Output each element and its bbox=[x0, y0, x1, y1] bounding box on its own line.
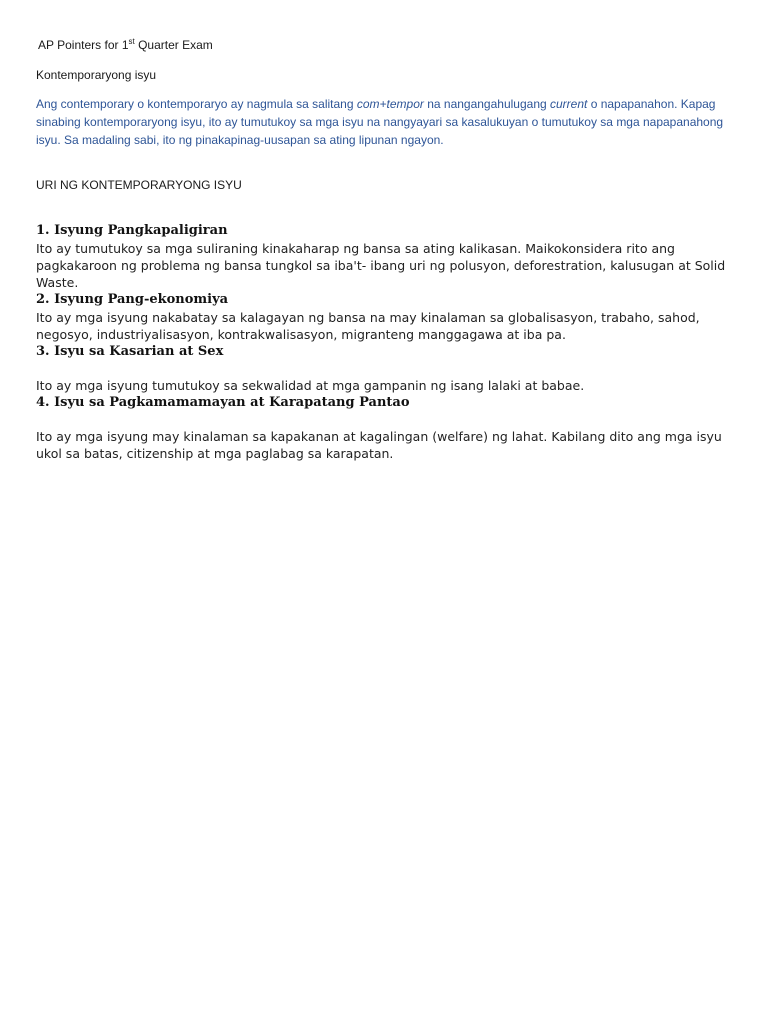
section-list bbox=[36, 222, 736, 462]
section-body: Ito ay tumutukoy sa mga suliraning kinakaharap ng bansa sa ating kalikasan. Maikokonsidera rito ang pagkakaroon ng problema ng bansa tungkol sa iba't- ibang uri ng polusyon, deforestration, kalusugan at Solid Waste. bbox=[36, 241, 726, 290]
section-title: 3. Isyu sa Kasarian at Sex bbox=[36, 344, 224, 359]
section-title: 2. Isyung Pang-ekonomiya bbox=[36, 292, 229, 307]
section-title: 1. Isyung Pangkapaligiran bbox=[36, 223, 228, 238]
intro-term-1: com+tempor bbox=[356, 97, 424, 111]
document-title bbox=[38, 37, 213, 52]
title-text: AP Pointers for 1 bbox=[38, 38, 129, 52]
intro-text-2: na nangangahulugang bbox=[423, 97, 550, 111]
section-title: 4. Isyu sa Pagkamamamayan at Karapatang Pantao bbox=[36, 395, 410, 410]
intro-text-3: o napapanahon. Kapag sinabing kontemporaryong isyu, ito ay tumutukoy sa mga isyu na nangyayari sa kasalukuyan o tumutukoy sa mga napapanahong isyu. Sa madaling sabi, ito ng pinakapinag-uusapan sa ating lipunan ngayon. bbox=[36, 97, 724, 147]
intro-text-1: Ang contemporary o kontemporaryo ay nagmula sa salitang bbox=[36, 97, 357, 111]
intro-paragraph bbox=[36, 95, 736, 149]
section-body: Ito ay mga isyung nakabatay sa kalagayan ng bansa na may kinalaman sa globalisasyon, trabaho, sahod, negosyo, industriyalisasyon, kontrakwalisasyon, migranteng manggagawa at iba pa. bbox=[36, 310, 700, 342]
document-subtitle: Kontemporaryong isyu bbox=[36, 68, 157, 82]
intro-term-2: current bbox=[550, 97, 588, 111]
section-body: Ito ay mga isyung may kinalaman sa kapakanan at kagalingan (welfare) ng lahat. Kabilang dito ang mga isyu ukol sa batas, citizenship at mga paglabag sa karapatan. bbox=[36, 429, 722, 461]
title-text-end: Quarter Exam bbox=[134, 38, 213, 52]
types-heading: URI NG KONTEMPORARYONG ISYU bbox=[36, 178, 242, 192]
title-superscript: st bbox=[128, 37, 135, 46]
section-body: Ito ay mga isyung tumutukoy sa sekwalidad at mga gampanin ng isang lalaki at babae. bbox=[36, 378, 585, 393]
